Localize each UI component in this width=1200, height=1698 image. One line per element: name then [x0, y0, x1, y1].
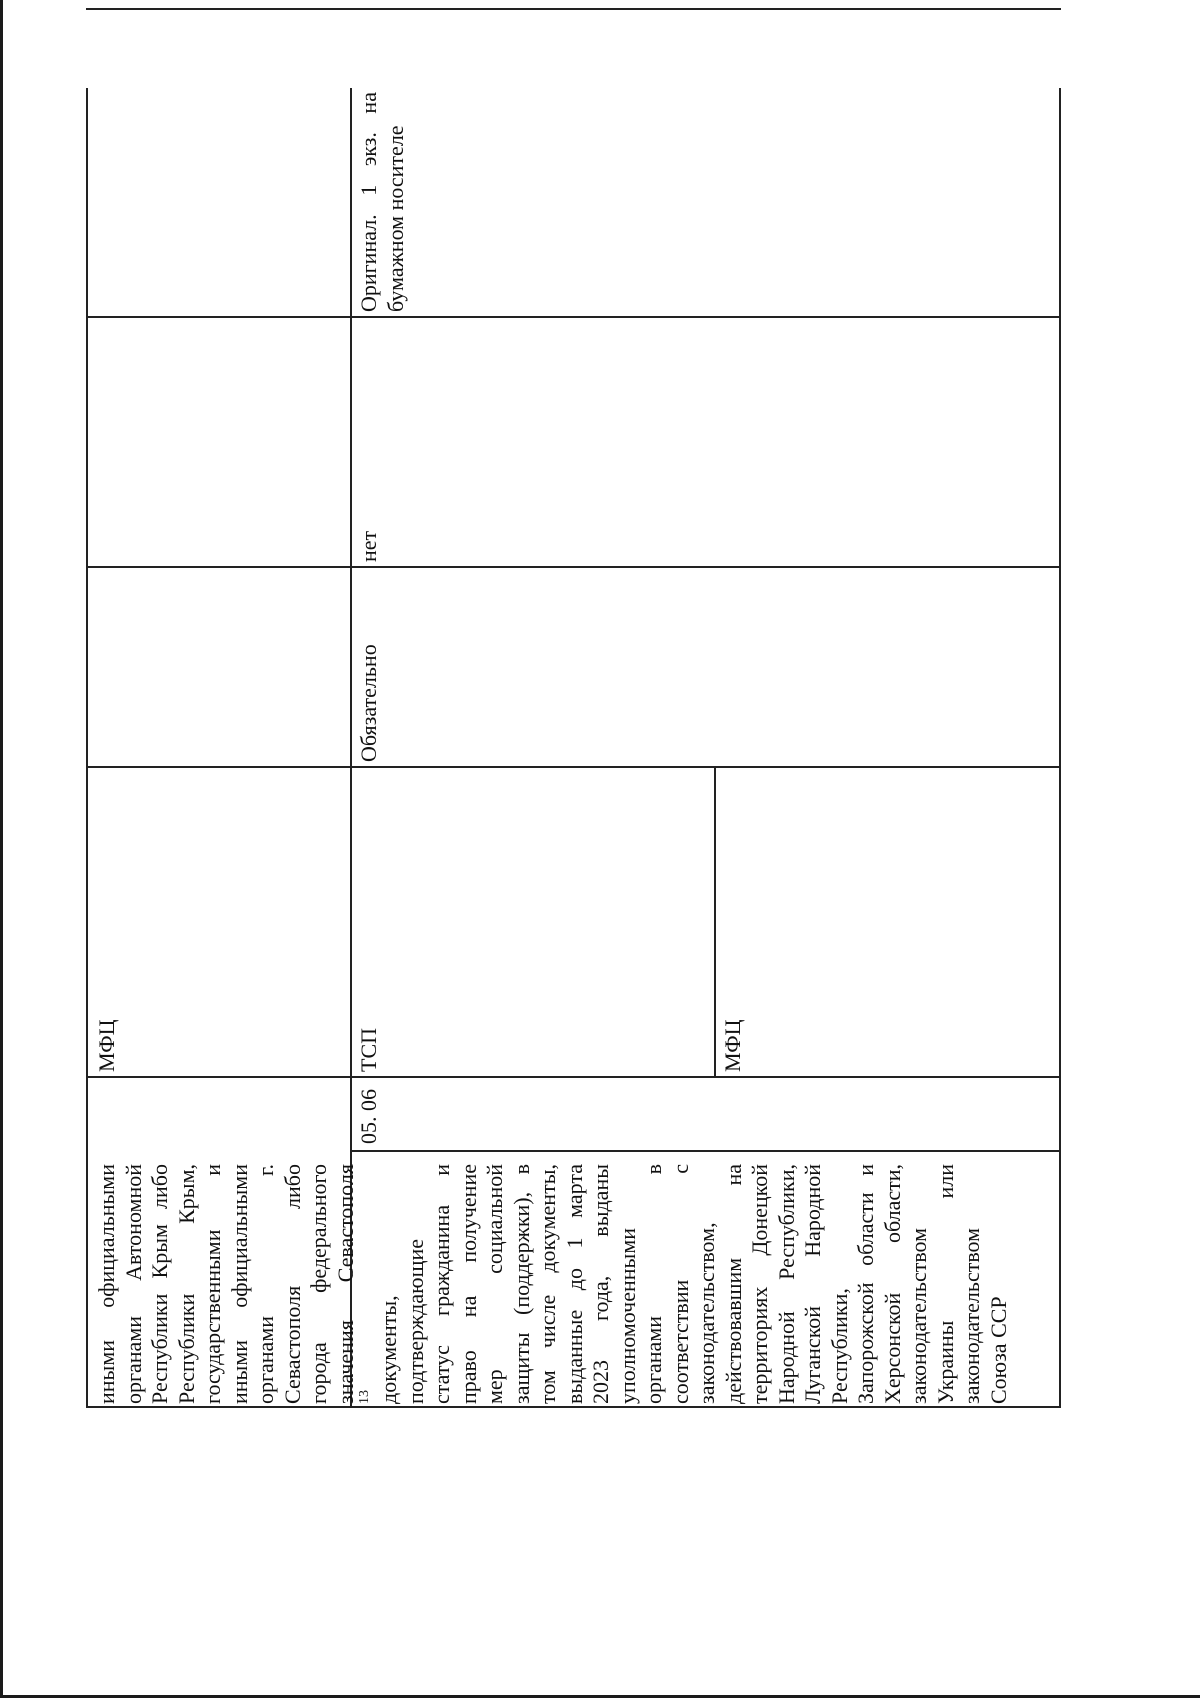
doc-line: действовавшим на	[720, 1164, 746, 1404]
doc-line: Союза ССР	[985, 1296, 1011, 1404]
doc-line: Запорожской области и	[853, 1164, 878, 1404]
col-divider-flag	[86, 317, 1061, 319]
row13-org-mfc: МФЦ	[720, 1019, 745, 1072]
col-divider-form	[86, 9, 1061, 11]
doc-line: Республики,	[826, 1288, 852, 1404]
doc-line: законодательством	[959, 1227, 984, 1404]
doc-line: подтверждающие	[402, 1238, 428, 1404]
doc-line: Народной Республики,	[773, 1164, 799, 1404]
col-divider-code	[86, 1077, 1061, 1079]
row13-code: 05. 06	[356, 1089, 381, 1144]
doc-line: территориях Донецкой	[747, 1164, 772, 1404]
row13-flag: нет	[356, 530, 381, 562]
doc-line: защиты (поддержки), в	[508, 1164, 534, 1404]
org-subcell-divider	[714, 768, 716, 1078]
doc-line: Херсонской области,	[879, 1164, 905, 1404]
doc-line: статус гражданина и	[429, 1164, 454, 1404]
form-line: Оригинал. 1 экз. на	[356, 92, 381, 312]
doc-line: Луганской Народной	[800, 1164, 825, 1404]
form-line: бумажном носителе	[382, 125, 408, 312]
table-border-bottom	[1059, 88, 1061, 1408]
doc-line: право на получение	[455, 1164, 481, 1404]
doc-line: соответствии с	[667, 1164, 693, 1404]
doc-line: том числе документы,	[535, 1164, 560, 1404]
row13-name-cell	[376, 1164, 1056, 1404]
doc-line: 2023 года, выданы	[588, 1164, 613, 1404]
row13-org-tsp: ТСП	[356, 1028, 381, 1072]
col-divider-required	[86, 567, 1061, 569]
doc-line: уполномоченными	[614, 1227, 640, 1404]
col-divider-name	[350, 1151, 1061, 1153]
table-border-top	[86, 88, 88, 1408]
doc-line: органами в	[641, 1164, 666, 1404]
doc-line: Украины или	[932, 1164, 958, 1404]
row-number: 13	[357, 1390, 372, 1404]
col-divider-org	[86, 767, 1061, 769]
scan-edge-left	[0, 0, 3, 1698]
prev-row-org: МФЦ	[94, 1019, 119, 1072]
doc-line: документы,	[376, 1295, 401, 1404]
prev-row-name-cell: иными официальными органами Автономной Республики Крым либо Республики Крым, государственными и иными официальными органами г. Севастополя либо города федерального значения Севастополя	[94, 1164, 358, 1404]
doc-line: законодательством	[906, 1227, 931, 1404]
rotated-table	[86, 88, 1061, 1408]
row13-form-cell	[356, 92, 416, 312]
doc-line: мер социальной	[482, 1164, 507, 1404]
doc-line: выданные до 1 марта	[561, 1164, 587, 1404]
doc-line: законодательством,	[694, 1222, 719, 1404]
table-border-left	[86, 1407, 1061, 1409]
row13-required: Обязательно	[356, 644, 381, 762]
